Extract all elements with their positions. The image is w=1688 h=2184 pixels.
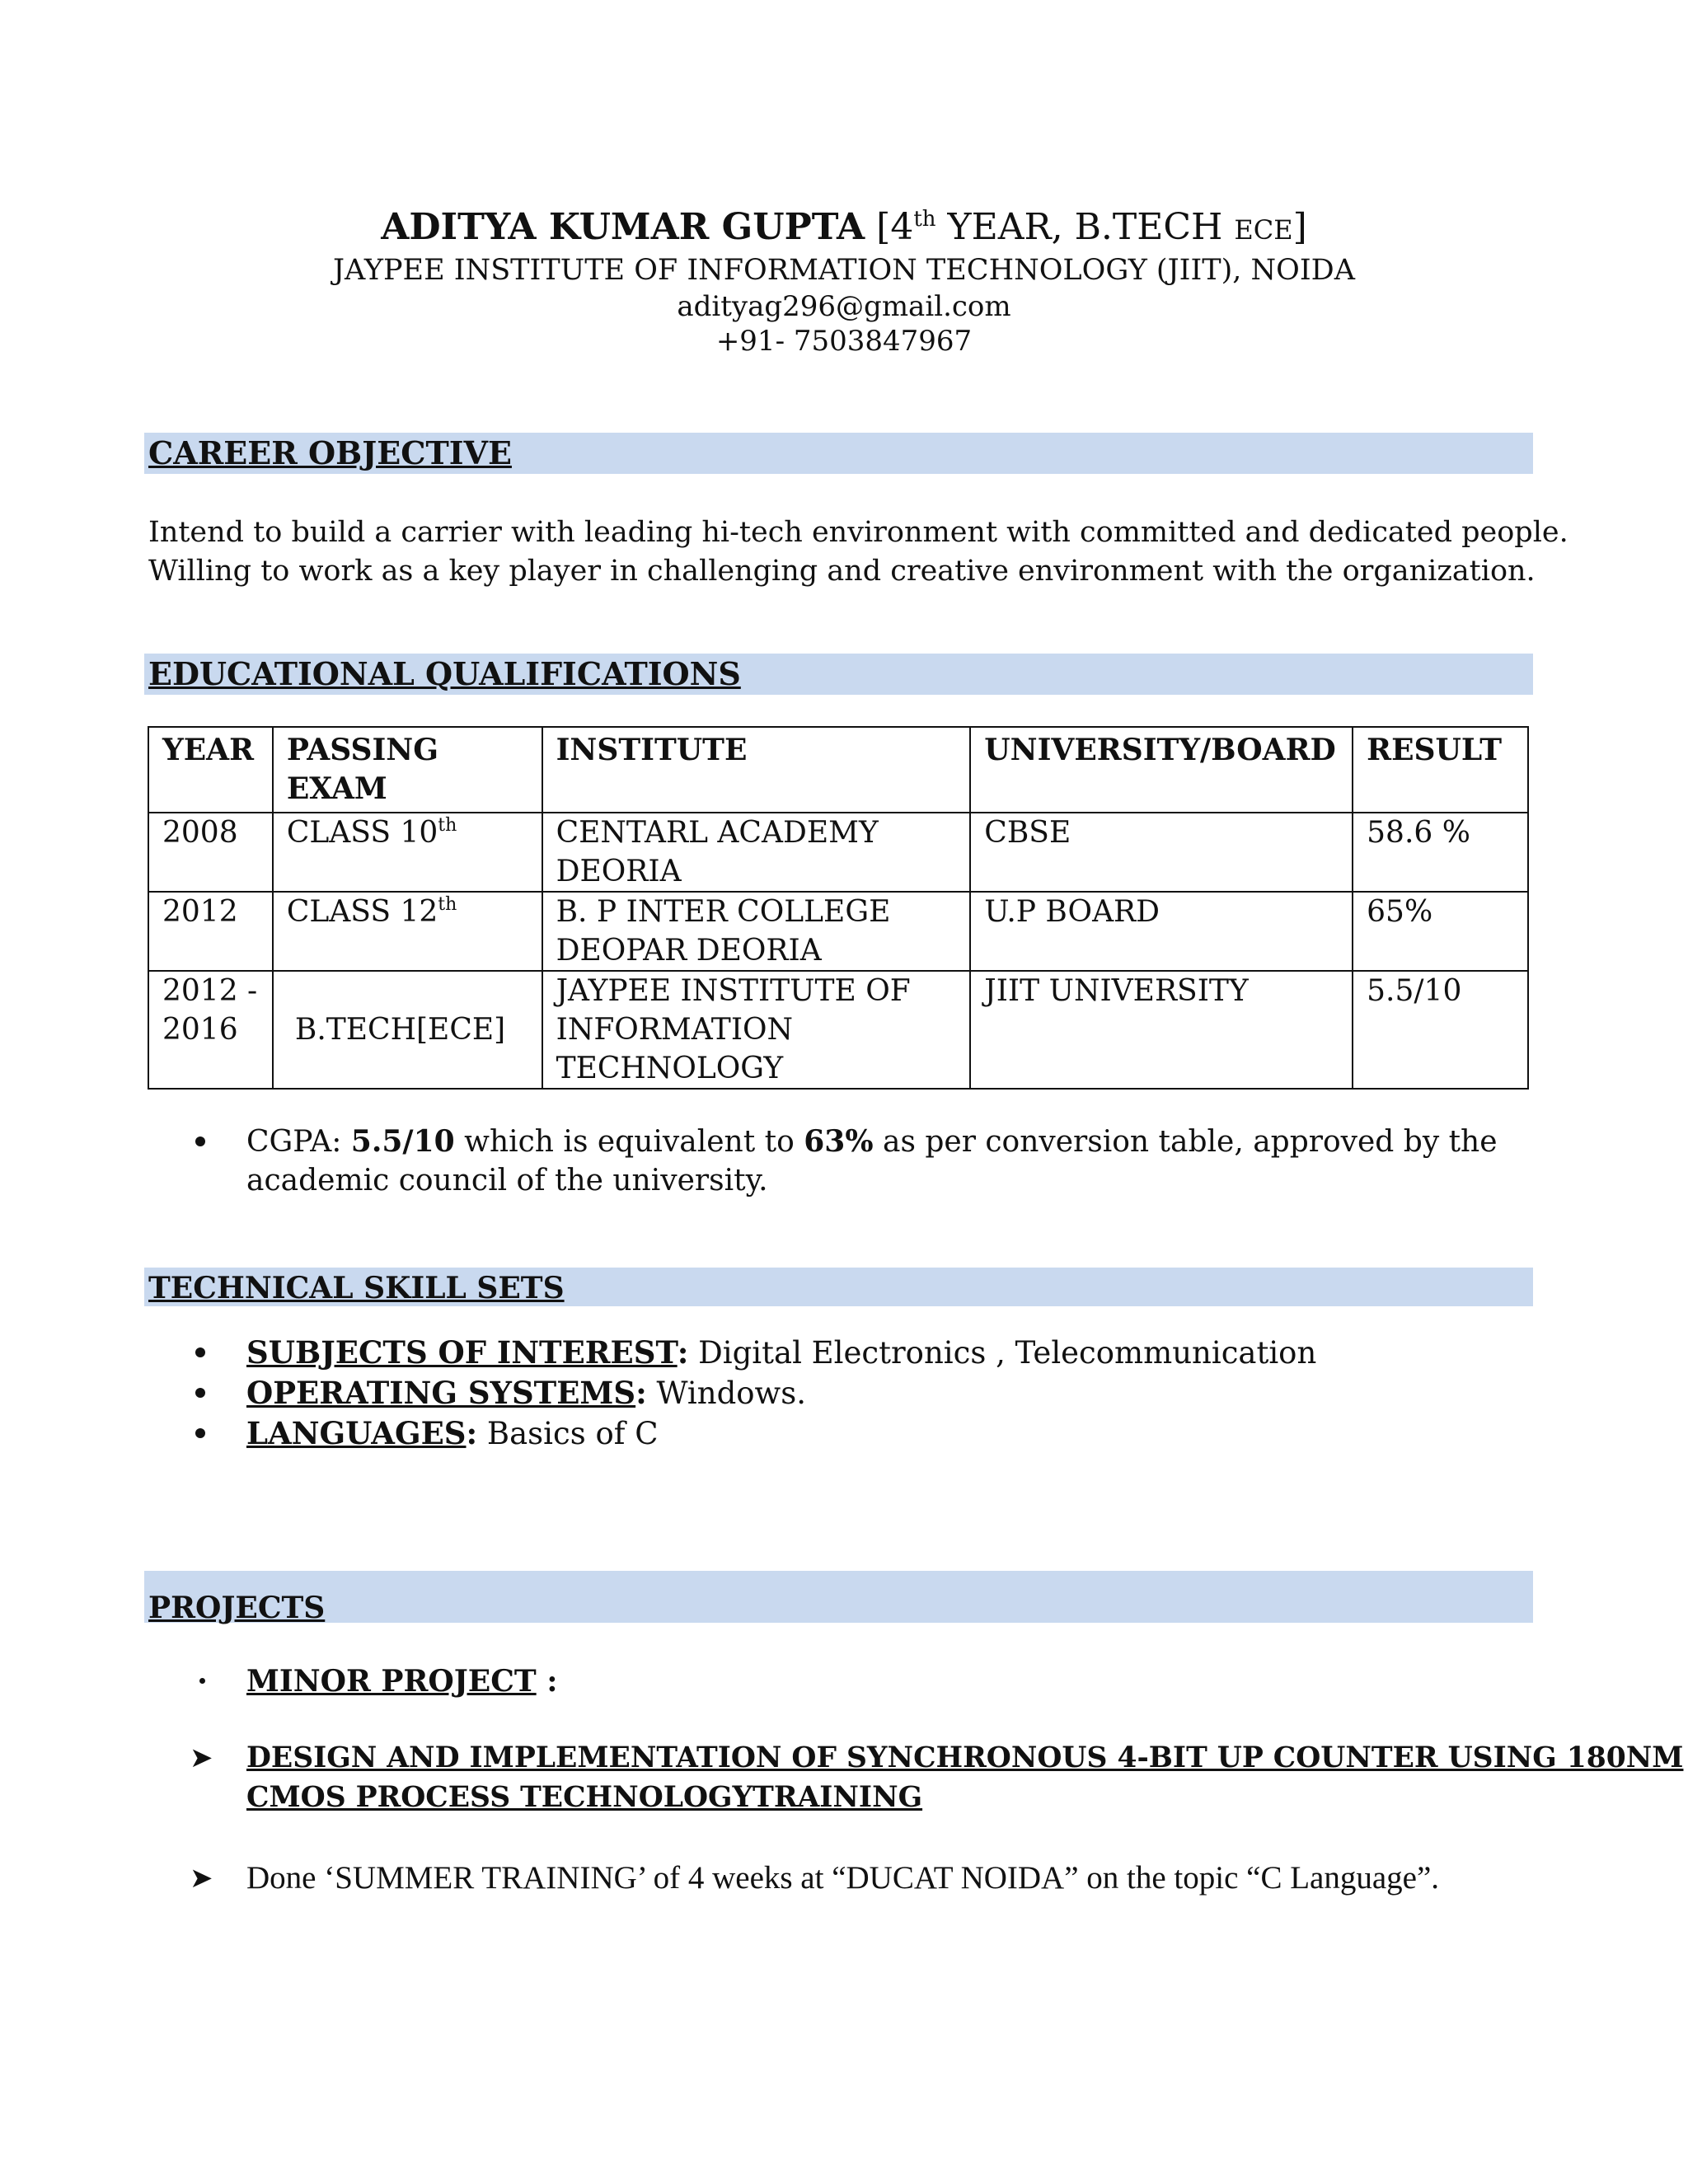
row-board: JIIT UNIVERSITY bbox=[970, 971, 1353, 1089]
year-bracket-open: [ bbox=[876, 206, 891, 248]
bullet-icon bbox=[195, 1137, 205, 1146]
row-year: 2012 bbox=[148, 892, 273, 971]
skills-heading: TECHNICAL SKILL SETS bbox=[148, 1271, 565, 1305]
list-item: LANGUAGES: Basics of C bbox=[198, 1413, 1550, 1454]
minor-project-label: MINOR PROJECT bbox=[246, 1664, 537, 1699]
year-text: YEAR, B.TECH bbox=[935, 206, 1235, 248]
table-row bbox=[148, 813, 1528, 892]
candidate-name: ADITYA KUMAR GUPTA bbox=[381, 206, 865, 248]
header-passing-exam: PASSING EXAM bbox=[273, 727, 542, 813]
career-objective-line-1: Intend to build a carrier with leading hi-tech environment with committed and dedicated people. bbox=[148, 516, 1568, 549]
row-year: 2008 bbox=[148, 813, 273, 892]
career-objective-line-2: Willing to work as a key player in challenging and creative environment with the organization. bbox=[148, 555, 1536, 588]
arrow-bullet-icon: ➤ bbox=[190, 1741, 213, 1774]
row-result: 65% bbox=[1353, 892, 1528, 971]
education-heading-band bbox=[144, 654, 1533, 695]
phone-number: +91- 7503847967 bbox=[715, 325, 973, 358]
header-university-board: UNIVERSITY/BOARD bbox=[970, 727, 1353, 813]
row-year: 2012 - 2016 bbox=[148, 971, 273, 1089]
row-institute: JAYPEE INSTITUTE OF INFORMATION TECHNOLOGY bbox=[542, 971, 971, 1089]
row-institute: CENTARL ACADEMY DEORIA bbox=[542, 813, 971, 892]
list-item: OPERATING SYSTEMS: Windows. bbox=[198, 1373, 1550, 1413]
row-result: 5.5/10 bbox=[1353, 971, 1528, 1089]
skills-list bbox=[198, 1333, 1550, 1454]
bullet-icon bbox=[195, 1388, 205, 1398]
row-exam: CLASS 10th bbox=[273, 813, 542, 892]
cgpa-value: 5.5/10 bbox=[350, 1124, 455, 1159]
arrow-bullet-icon: ➤ bbox=[190, 1862, 213, 1895]
projects-heading: PROJECTS bbox=[148, 1591, 326, 1625]
list-item: ➤ DESIGN AND IMPLEMENTATION OF SYNCHRONOUS 4-BIT UP COUNTER USING 180NM bbox=[198, 1738, 1550, 1778]
training-item bbox=[190, 1858, 1550, 1898]
list-item: CGPA: 5.5/10 which is equivalent to 63% as per conversion table, approved by the bbox=[198, 1122, 1550, 1161]
header-year: YEAR bbox=[148, 727, 273, 813]
career-objective-text bbox=[148, 513, 1568, 591]
education-table-header bbox=[148, 727, 1528, 813]
institute-name: JAYPEE INSTITUTE OF INFORMATION TECHNOLOGY (JIIT), NOIDA bbox=[332, 254, 1356, 287]
row-exam: CLASS 12th bbox=[273, 892, 542, 971]
year-ordinal: th bbox=[913, 207, 936, 232]
candidate-name-line bbox=[0, 204, 1688, 253]
branch: ECE bbox=[1234, 214, 1293, 246]
row-exam: B.TECH[ECE] bbox=[273, 971, 542, 1089]
row-institute: B. P INTER COLLEGE DEOPAR DEORIA bbox=[542, 892, 971, 971]
header-result: RESULT bbox=[1353, 727, 1528, 813]
email-address[interactable]: adityag296@gmail.com bbox=[677, 290, 1011, 323]
projects-heading-band bbox=[144, 1571, 1533, 1623]
cgpa-percent: 63% bbox=[804, 1124, 874, 1159]
list-item: ➤ Done ‘SUMMER TRAINING’ of 4 weeks at “DUCAT NOIDA” on the topic “C Language”. bbox=[198, 1858, 1550, 1898]
career-objective-heading-band bbox=[144, 433, 1533, 474]
bullet-icon bbox=[195, 1428, 205, 1438]
minor-project-title-line-2: CMOS PROCESS TECHNOLOGYTRAINING bbox=[246, 1781, 923, 1814]
year-bracket-close: ] bbox=[1292, 206, 1307, 248]
minor-project-item bbox=[198, 1661, 1550, 1701]
education-table bbox=[148, 726, 1529, 1090]
career-objective-heading: CAREER OBJECTIVE bbox=[148, 434, 512, 471]
table-row bbox=[148, 892, 1528, 971]
list-item: MINOR PROJECT : bbox=[198, 1661, 1550, 1701]
minor-project-title bbox=[190, 1738, 1684, 1817]
year-number: 4 bbox=[890, 206, 914, 248]
skills-heading-band bbox=[144, 1268, 1533, 1306]
list-item: SUBJECTS OF INTEREST: Digital Electronics , Telecommunication bbox=[198, 1333, 1550, 1373]
row-board: CBSE bbox=[970, 813, 1353, 892]
row-board: U.P BOARD bbox=[970, 892, 1353, 971]
bullet-icon bbox=[195, 1347, 205, 1357]
bullet-icon bbox=[199, 1678, 205, 1684]
table-row bbox=[148, 971, 1528, 1089]
header-institute: INSTITUTE bbox=[542, 727, 971, 813]
cgpa-note-line-2: academic council of the university. bbox=[246, 1164, 768, 1197]
row-result: 58.6 % bbox=[1353, 813, 1528, 892]
education-heading: EDUCATIONAL QUALIFICATIONS bbox=[148, 655, 741, 692]
cgpa-note bbox=[198, 1122, 1550, 1201]
